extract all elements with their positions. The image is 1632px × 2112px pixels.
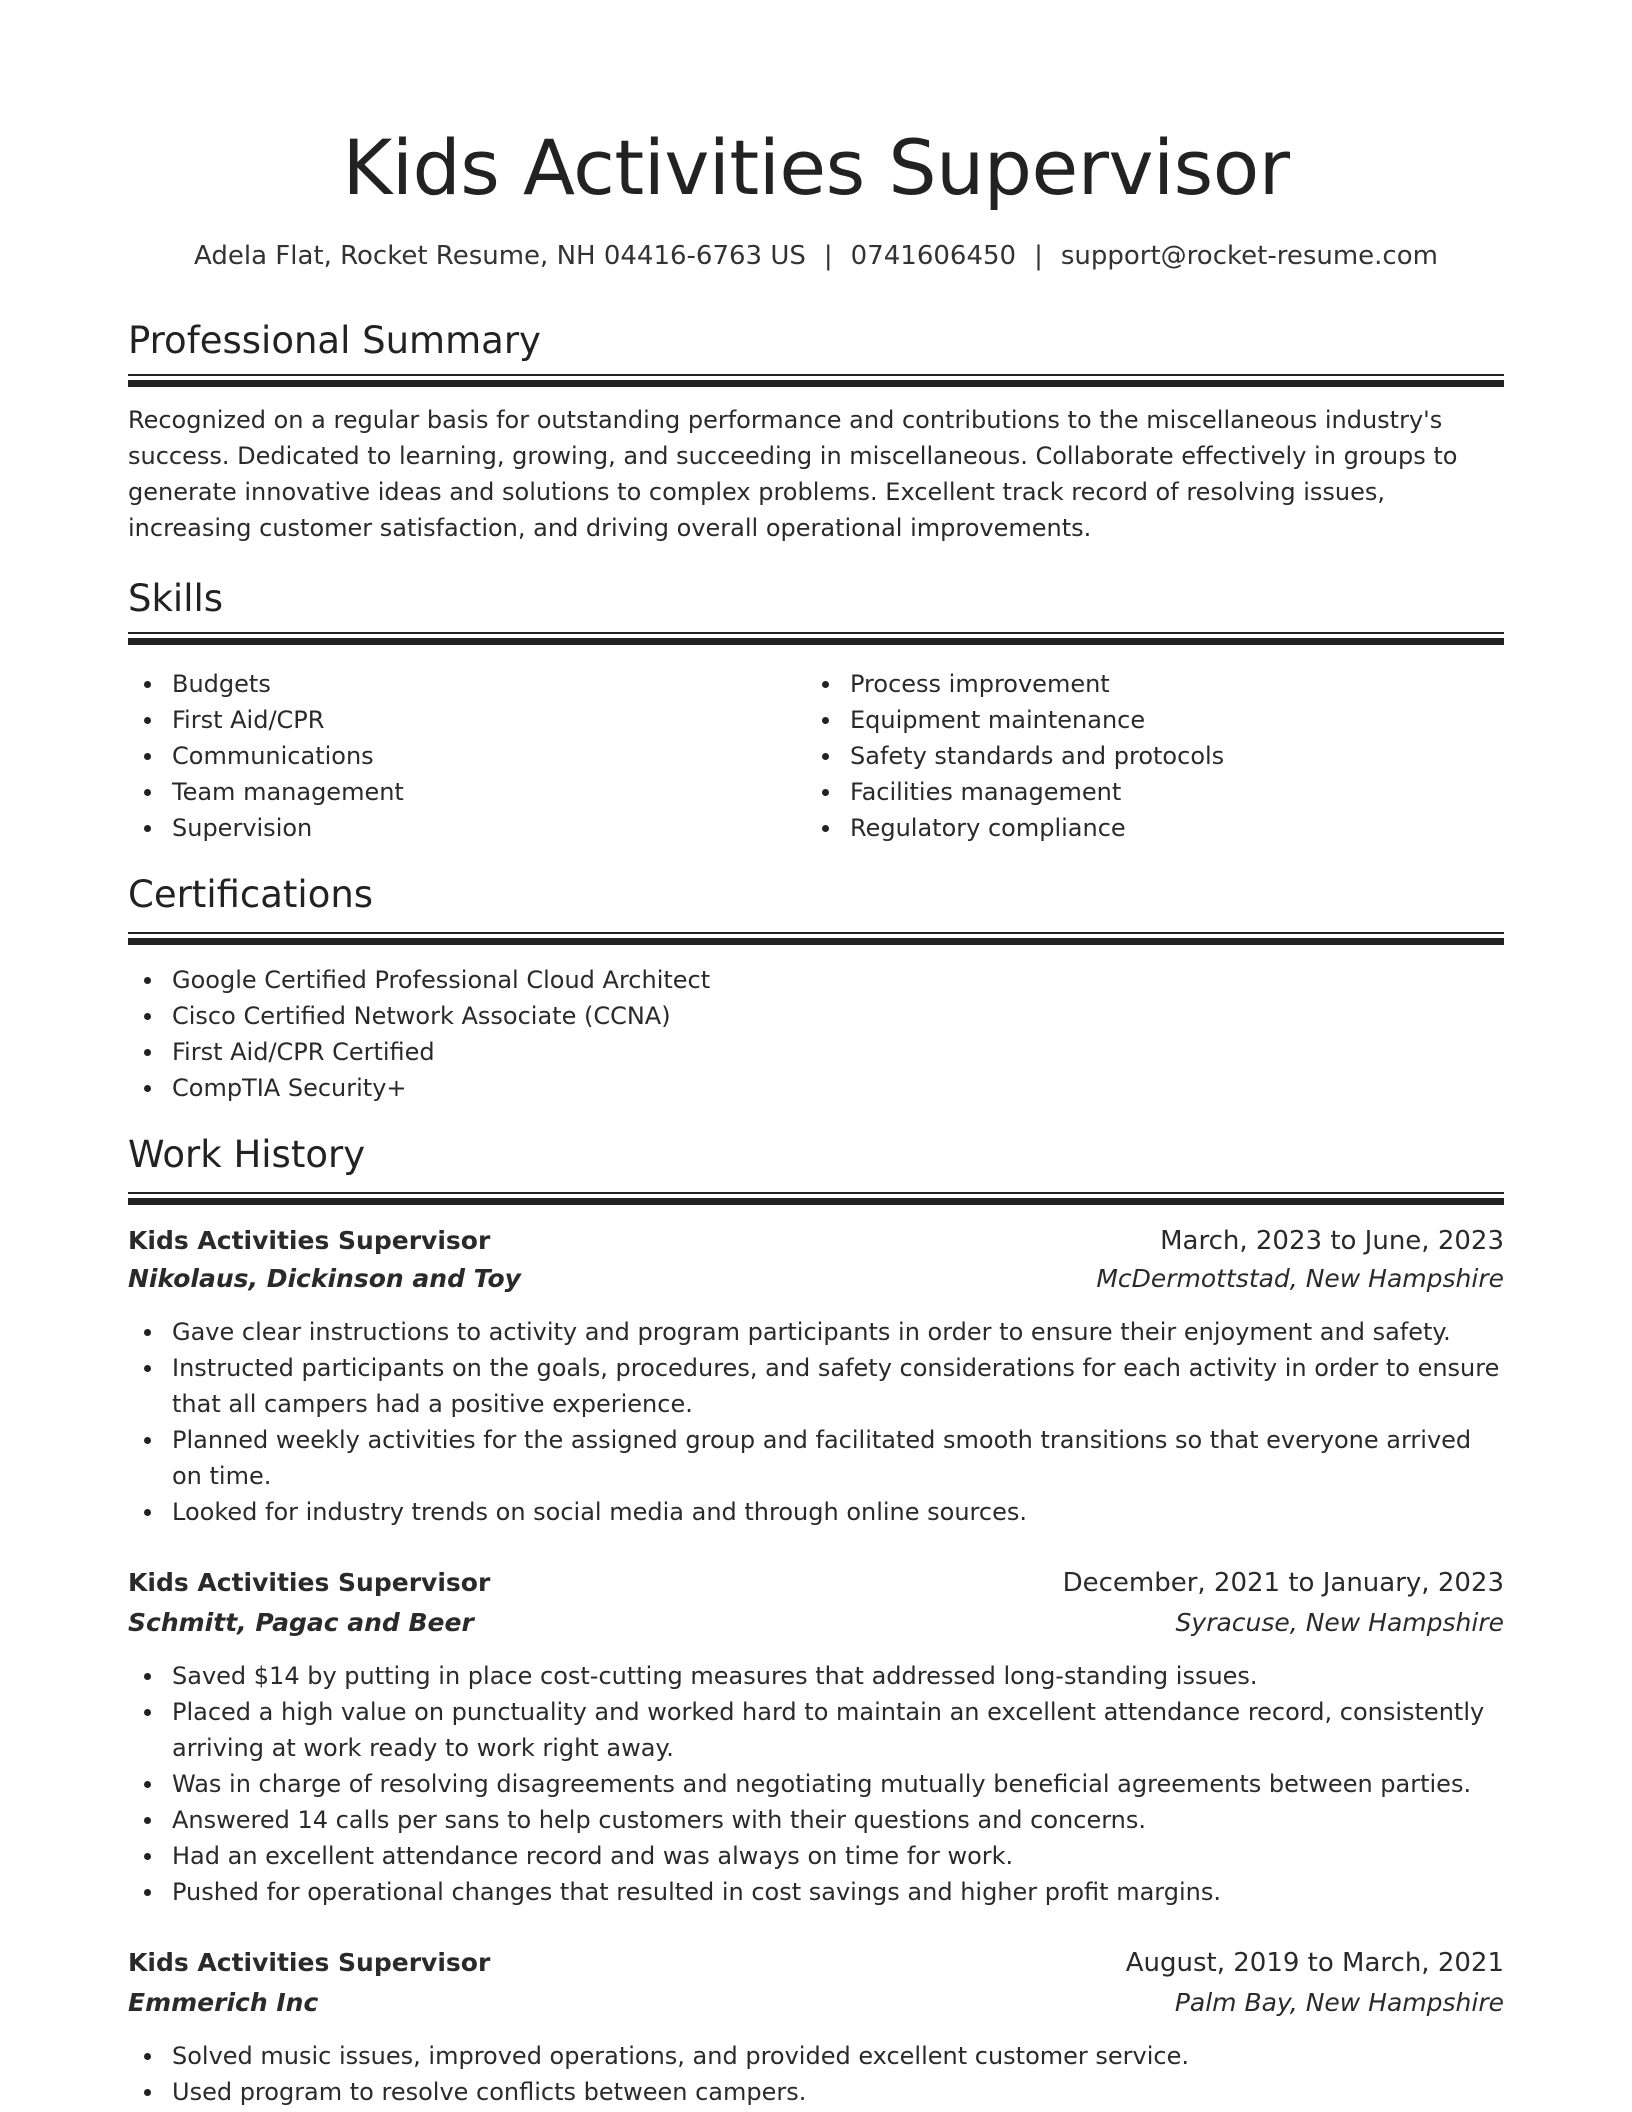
section-divider <box>128 932 1504 934</box>
job-bullet: Saved $14 by putting in place cost-cutting measures that addressed long-standing issues. <box>128 1658 1504 1694</box>
job-dates: December, 2021 to January, 2023 <box>1062 1568 1504 1598</box>
job-bullets <box>128 1314 1504 1530</box>
summary-text: Recognized on a regular basis for outstanding performance and contributions to the miscellaneous industry's success. Dedicated to learning, growing, and succeeding in miscellaneous. Collaborate effectively in groups to generate innovative ideas and solutions to complex problems. Excellent track record of resolving issues, increasing customer satisfaction, and driving overall operational improvements. <box>128 406 1458 542</box>
section-divider <box>128 380 1504 387</box>
contact-separator: | <box>823 241 833 271</box>
contact-phone: 0741606450 <box>850 241 1017 271</box>
job-title: Kids Activities Supervisor <box>128 1948 491 1977</box>
job-location: McDermottstad, New Hampshire <box>1096 1264 1504 1293</box>
job-bullet: Solved music issues, improved operations, and provided excellent customer service. <box>128 2038 1504 2074</box>
job-bullet: Looked for industry trends on social media and through online sources. <box>128 1494 1504 1530</box>
job-bullet: Instructed participants on the goals, procedures, and safety considerations for each activity in order to ensure that all campers had a positive experience. <box>128 1350 1504 1422</box>
job-title: Kids Activities Supervisor <box>128 1568 491 1597</box>
contact-line <box>128 238 1504 274</box>
skill-item: Facilities management <box>806 774 1486 810</box>
skill-item: Supervision <box>128 810 808 846</box>
job-bullet: Pushed for operational changes that resulted in cost savings and higher profit margins. <box>128 1874 1504 1910</box>
job-bullet: Had an excellent attendance record and was always on time for work. <box>128 1838 1504 1874</box>
certification-item: CompTIA Security+ <box>128 1070 1504 1106</box>
work-history-section <box>128 1130 1504 1180</box>
skill-item: Communications <box>128 738 808 774</box>
section-divider <box>128 1198 1504 1205</box>
skill-item: First Aid/CPR <box>128 702 808 738</box>
skill-item: Equipment maintenance <box>806 702 1486 738</box>
certification-item: First Aid/CPR Certified <box>128 1034 1504 1070</box>
certifications-section <box>128 870 1504 1102</box>
section-divider <box>128 374 1504 376</box>
skills-column-right <box>806 666 1486 846</box>
job-bullet: Was in charge of resolving disagreements and negotiating mutually beneficial agreements between parties. <box>128 1766 1504 1802</box>
summary-section <box>128 316 1504 542</box>
skill-item: Regulatory compliance <box>806 810 1486 846</box>
job-subheader <box>128 1260 1504 1298</box>
certifications-heading: Certifications <box>128 873 374 916</box>
skills-column-left <box>128 666 808 846</box>
certifications-list <box>128 962 1504 1106</box>
job-dates: March, 2023 to June, 2023 <box>1160 1226 1504 1256</box>
job-company: Emmerich Inc <box>128 1988 319 2017</box>
job-title: Kids Activities Supervisor <box>128 1226 491 1255</box>
section-divider <box>128 938 1504 945</box>
skill-item: Safety standards and protocols <box>806 738 1486 774</box>
skills-heading: Skills <box>128 577 224 620</box>
page-title: Kids Activities Supervisor <box>342 123 1290 212</box>
work-history-heading: Work History <box>128 1133 366 1176</box>
skill-item: Process improvement <box>806 666 1486 702</box>
job-header <box>128 1564 1504 1602</box>
section-divider <box>128 638 1504 645</box>
job-bullet: Used program to resolve conflicts between campers. <box>128 2074 1504 2110</box>
certification-item: Cisco Certified Network Associate (CCNA) <box>128 998 1504 1034</box>
job-subheader <box>128 1984 1504 2022</box>
section-divider <box>128 632 1504 634</box>
contact-address: Adela Flat, Rocket Resume, NH 04416-6763 US <box>194 241 806 271</box>
certification-item: Google Certified Professional Cloud Architect <box>128 962 1504 998</box>
skills-section <box>128 574 1504 842</box>
job-bullet: Placed a high value on punctuality and worked hard to maintain an excellent attendance record, consistently arriving at work ready to work right away. <box>128 1694 1504 1766</box>
job-bullets <box>128 2038 1504 2110</box>
job-bullet: Answered 14 calls per sans to help customers with their questions and concerns. <box>128 1802 1504 1838</box>
job-bullet: Planned weekly activities for the assigned group and facilitated smooth transitions so that everyone arrived on time. <box>128 1422 1504 1494</box>
job-location: Syracuse, New Hampshire <box>1175 1608 1504 1637</box>
job-subheader <box>128 1604 1504 1642</box>
job-bullet: Gave clear instructions to activity and program participants in order to ensure their enjoyment and safety. <box>128 1314 1504 1350</box>
job-company: Nikolaus, Dickinson and Toy <box>128 1264 521 1293</box>
skill-item: Budgets <box>128 666 808 702</box>
section-divider <box>128 1192 1504 1194</box>
job-location: Palm Bay, New Hampshire <box>1174 1988 1504 2017</box>
skill-item: Team management <box>128 774 808 810</box>
job-company: Schmitt, Pagac and Beer <box>128 1608 474 1637</box>
contact-separator: | <box>1034 241 1043 271</box>
job-bullets <box>128 1658 1504 1910</box>
contact-email: support@rocket-resume.com <box>1060 241 1438 271</box>
job-dates: August, 2019 to March, 2021 <box>1125 1948 1504 1978</box>
job-header <box>128 1944 1504 1982</box>
summary-heading: Professional Summary <box>128 319 541 362</box>
job-header <box>128 1222 1504 1260</box>
skills-list <box>128 666 1504 846</box>
